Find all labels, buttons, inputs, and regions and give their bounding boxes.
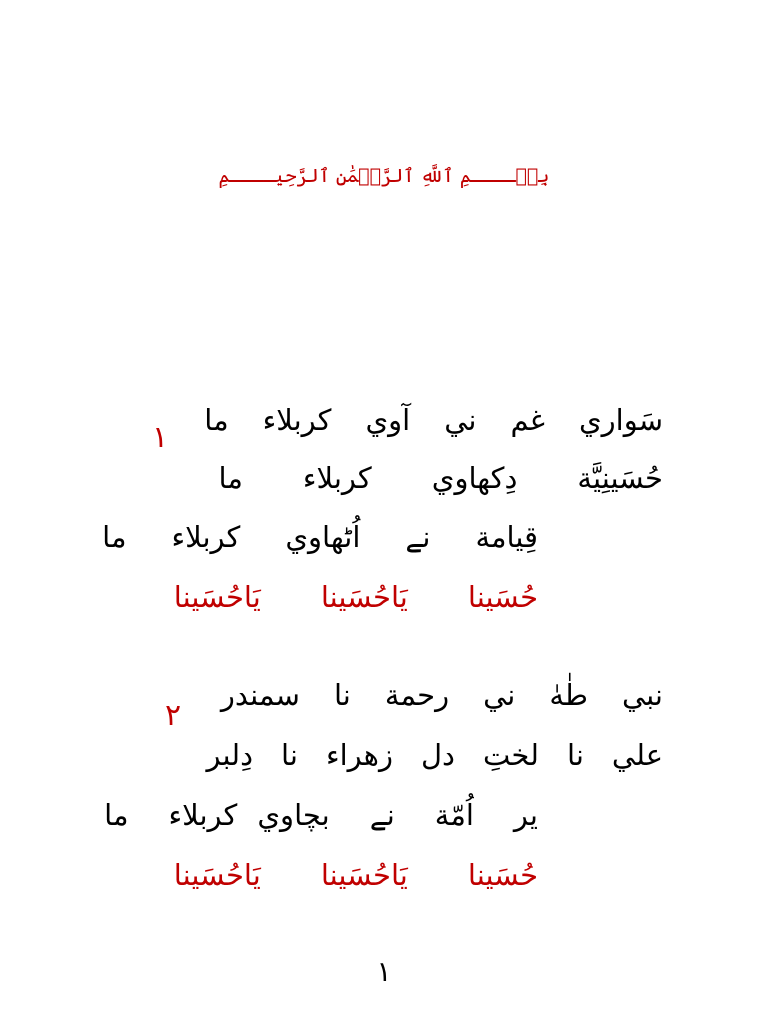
chorus-line [174,577,538,617]
chorus-word: يَاحُسَينا [320,858,408,892]
verse-word: نا [567,738,584,772]
verse-word: نے [405,520,431,554]
verse-word: نے [369,798,395,832]
verse-word: حُسَينِيَّة [577,461,663,495]
chorus-word: يَاحُسَينا [173,580,261,614]
verse-line [219,458,663,498]
verse-word: ما [218,461,243,495]
verse-word: ما [104,798,129,832]
verse-word: طٰهٰ [549,678,588,712]
verse-word: دِكھاوي [431,461,518,495]
stanza-number: ١ [152,420,169,455]
verse-word: غم [510,403,545,437]
verse-word: زهراء [325,738,393,772]
verse-line [221,675,663,715]
verse-word: ما [102,520,127,554]
verse-word: كربلاء [171,520,241,554]
verse-word: قِيامة [475,520,538,554]
chorus-word: يَاحُسَينا [173,858,261,892]
verse-line [104,795,538,835]
chorus-word: حُسَينا [467,858,538,892]
chorus-word: حُسَينا [467,580,538,614]
verse-word: دِلبر [206,738,254,772]
verse-word: دل [420,738,455,772]
verse-word: نا [281,738,298,772]
bismillah-heading: بِسۡــــمِ ٱللَّهِ ٱلرَّحۡمَٰنِ ٱلرَّحِيــــمِ [218,165,550,187]
verse-word: اُمّة [434,798,474,832]
verse-word: سَواري [578,403,663,437]
verse-line [207,735,663,775]
verse-word: كربلاء [262,403,332,437]
verse-word: نا [333,678,351,712]
verse-word: لختِ [482,738,539,772]
verse-word: نبي [622,678,663,712]
verse-word: ير [513,798,538,832]
verse-line [102,517,538,557]
chorus-line [174,855,538,895]
page-number: ١ [376,955,392,988]
chorus-word: يَاحُسَينا [320,580,408,614]
verse-word: اُٹھاوي [285,520,361,554]
verse-word: علي [611,738,663,772]
verse-word: سمندر [220,678,300,712]
verse-word: آوي [365,403,411,437]
stanza-number: ٢ [165,698,182,733]
verse-word: بچاوي [257,798,330,832]
verse-word: كربلاء [302,461,372,495]
verse-word: ني [444,403,477,437]
verse-word: ما [204,403,229,437]
verse-word: رحمة [384,678,450,712]
verse-line [204,400,663,440]
verse-word: كربلاء [168,798,238,832]
verse-word: ني [483,678,516,712]
